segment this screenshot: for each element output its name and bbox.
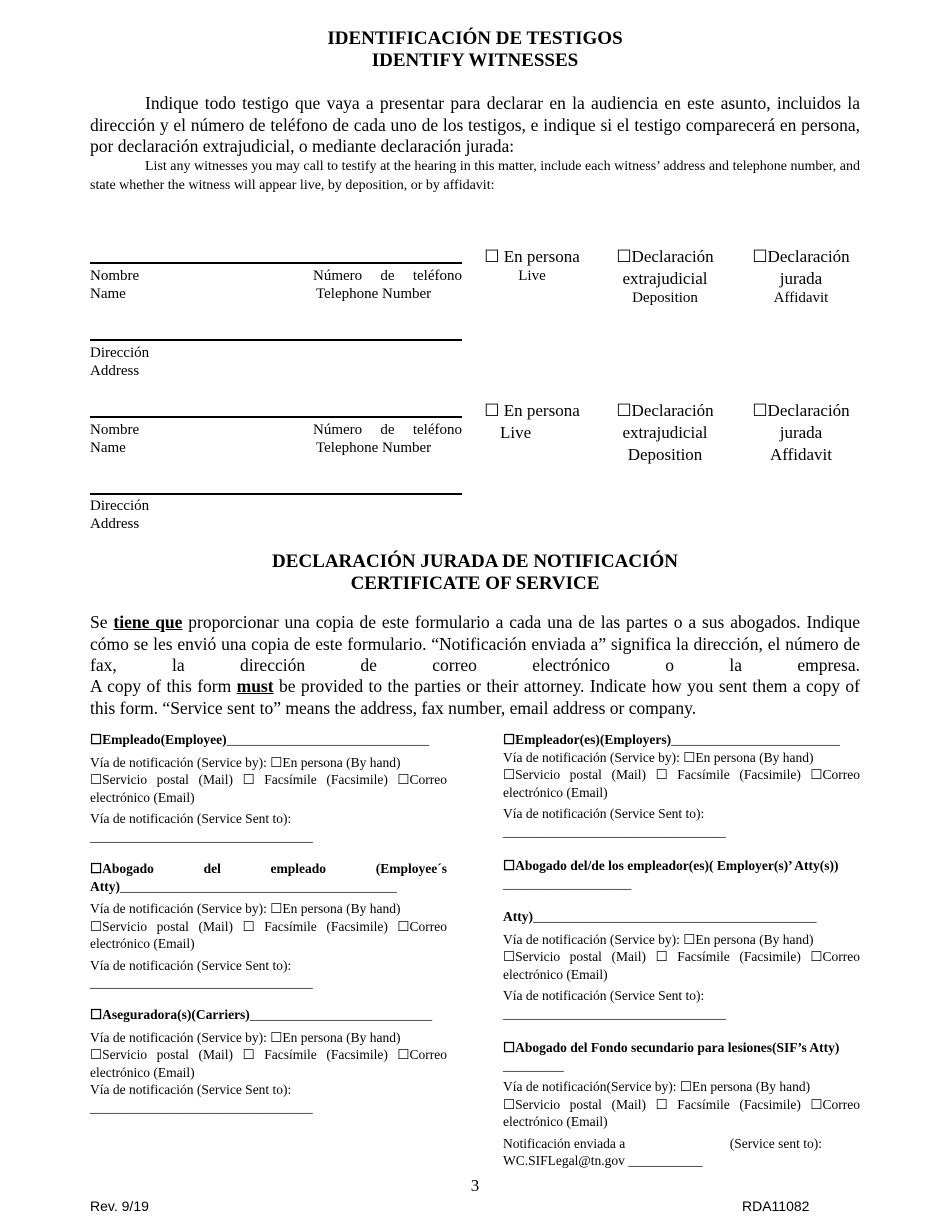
service-intro-en: A copy of this form must be provided to the parties or their attorney. Indicate how you sent them a copy of this form. “Service sent to” means the address, fax number, email address or company. — [90, 676, 860, 718]
witness2-name-en: Name — [90, 440, 126, 456]
witness1-name-es: Nombre — [90, 268, 140, 284]
witness1-live-checkbox[interactable]: ☐ En persona Live — [484, 247, 580, 284]
witness2-name-line[interactable] — [90, 416, 462, 418]
witness2-live-checkbox[interactable]: ☐ En persona Live — [484, 401, 580, 442]
employee-atty-sent-to-field[interactable]: _________________________________ — [90, 975, 313, 990]
party-employee-atty[interactable]: ☐Abogado del empleado (Employee´s Atty)_________________________________________ Vía de notificación (Service by): ☐En persona (By hand) ☐Servicio postal (Mail) ☐ Facsímile (Facsimile) ☐Correo electrónico (Email) Vía de notificación (Service Sent to): _________________________________ — [90, 861, 447, 990]
carriers-sent-to-field[interactable]: _________________________________ — [90, 1099, 313, 1115]
witness1-phone-en: Telephone Number — [316, 286, 432, 302]
witness-title-es: IDENTIFICACIÓN DE TESTIGOS — [327, 28, 623, 49]
intro-es: Indique todo testigo que vaya a presentar para declarar en la audiencia en este asunto, incluidos la dirección y el número de teléfono de cada uno de los testigos, e indique si el testigo comparecerá en persona, por declaración extrajudicial, o mediante declaración jurada: — [90, 93, 860, 156]
party-sif-atty[interactable]: ☐Abogado del Fondo secundario para lesiones(SIF’s Atty) _________ Vía de notificación(Service by): ☐En persona (By hand) ☐Servicio postal (Mail) ☐ Facsímile (Facsimile) ☐Correo electrónico (Email) Notificación enviada a (Service sent to): WC.SIFLegal@tn.gov ___________ — [503, 1040, 860, 1168]
intro-en: List any witnesses you may call to testify at the hearing in this matter, include each witness’ address and telephone number, and state whether the witness will appear live, by deposition, or by affidavit: — [90, 159, 860, 193]
witness-title-en: IDENTIFY WITNESSES — [371, 50, 579, 71]
witness1-affidavit-checkbox[interactable]: ☐Declaración jurada Affidavit — [752, 247, 850, 306]
party-employers-atty[interactable]: ☐Abogado del/de los empleador(es)( Employer(s)’ Atty(s)) ___________________ Atty)__________________________________________ Vía de notificación (Service by): ☐En persona (By hand) ☐Servicio postal (Mail) ☐ Facsímile (Facsimile) ☐Correo electrónico (Email) Vía de notificación (Service Sent to): _________________________________ — [503, 858, 860, 1021]
witness2-address-en: Address — [90, 516, 140, 532]
employee-sent-to-field[interactable]: _________________________________ — [90, 828, 313, 844]
witness1-name-en: Name — [90, 286, 126, 302]
witness2-affidavit-checkbox[interactable]: ☐Declaración jurada Affidavit — [752, 401, 850, 464]
witness1-address-line[interactable] — [90, 339, 462, 341]
witness1-phone-es: Número de teléfono — [313, 268, 462, 284]
party-employers[interactable]: ☐Empleador(es)(Employers)_________________________ Vía de notificación (Service by): ☐En persona (By hand) ☐Servicio postal (Mail) ☐ Facsímile (Facsimile) ☐Correo electrónico (Email) Vía de notificación (Service Sent to): _________________________________ — [503, 732, 860, 839]
employers-sent-to-field[interactable]: _________________________________ — [503, 823, 726, 839]
party-carriers[interactable]: ☐Aseguradora(s)(Carriers)___________________________ Vía de notificación (Service by): ☐En persona (By hand) ☐Servicio postal (Mail) ☐ Facsímile (Facsimile) ☐Correo electrónico (Email) Vía de notificación (Service Sent to): _________________________________ — [90, 1007, 447, 1115]
witness2-address-es: Dirección — [90, 498, 150, 514]
party-employee[interactable]: ☐Empleado(Employee)______________________________ Vía de notificación (Service by): ☐En persona (By hand) ☐Servicio postal (Mail) ☐ Facsímile (Facsimile) ☐Correo electrónico (Email) Vía de notificación (Service Sent to): _________________________________ — [90, 732, 447, 844]
witness1-address-es: Dirección — [90, 345, 150, 361]
revision: Rev. 9/19 — [90, 1198, 149, 1214]
witness2-deposition-checkbox[interactable]: ☐Declaración extrajudicial Deposition — [616, 401, 714, 464]
witness2-phone-es: Número de teléfono — [313, 422, 462, 438]
witness1-deposition-checkbox[interactable]: ☐Declaración extrajudicial Deposition — [616, 247, 714, 306]
form-id: RDA11082 — [742, 1198, 810, 1214]
page-number: 3 — [470, 1176, 480, 1195]
witness1-name-line[interactable] — [90, 262, 462, 264]
witness2-address-line[interactable] — [90, 493, 462, 495]
witness2-phone-en: Telephone Number — [316, 440, 432, 456]
witness1-address-en: Address — [90, 363, 140, 379]
witness2-name-es: Nombre — [90, 422, 140, 438]
service-intro-es: Se tiene que proporcionar una copia de este formulario a cada una de las partes o a sus abogados. Indique cómo se les envió una copia de este formulario. “Notificación enviada a” significa la dirección, el número de fax, la dirección de correo electrónico o la empresa. — [90, 612, 860, 675]
service-title-es: DECLARACIÓN JURADA DE NOTIFICACIÓN — [272, 551, 678, 572]
employers-atty-sent-to-field[interactable]: _________________________________ — [503, 1005, 726, 1021]
service-title-en: CERTIFICATE OF SERVICE — [350, 573, 600, 594]
sif-email-link[interactable]: WC.SIFLegal@tn.gov — [503, 1153, 625, 1168]
